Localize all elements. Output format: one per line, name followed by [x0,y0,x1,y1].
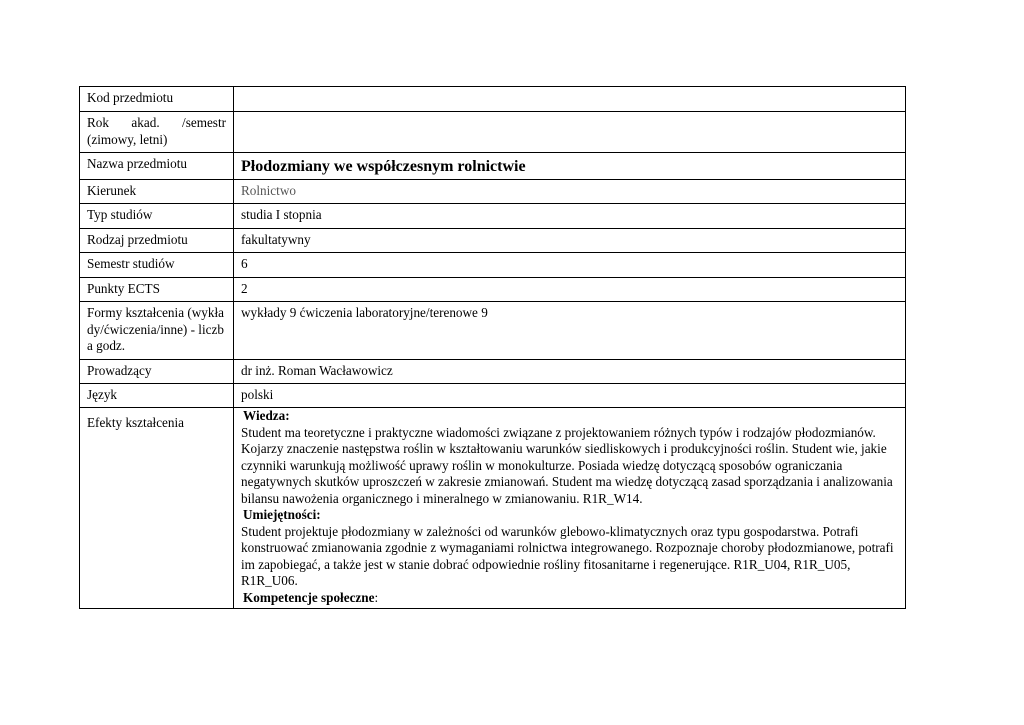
value-learning-outcomes [234,408,906,609]
skills-heading: Umiejętności: [243,507,321,522]
table-row [80,278,906,302]
competence-heading-colon: : [374,589,379,605]
knowledge-heading: Wiedza: [243,408,290,423]
competence-heading [241,590,898,607]
table-row [80,180,906,204]
value-course-kind: fakultatywny [234,229,906,253]
table-row [80,408,906,609]
value-semester: 6 [234,253,906,278]
label-study-type: Typ studiów [80,204,234,229]
label-language: Język [80,384,234,408]
table-row [80,253,906,278]
value-ects: 2 [234,278,906,302]
label-ects: Punkty ECTS [80,278,234,302]
table-row [80,384,906,408]
label-field-of-study: Kierunek [80,180,234,204]
value-study-type: studia I stopnia [234,204,906,229]
value-language: polski [234,384,906,408]
label-course-name: Nazwa przedmiotu [80,153,234,180]
table-row [80,87,906,112]
value-field-of-study: Rolnictwo [234,180,906,204]
competence-heading-text: Kompetencje społeczne [243,589,375,605]
value-academic-year [234,112,906,153]
label-semester: Semestr studiów [80,253,234,278]
value-course-name: Płodozmiany we współczesnym rolnictwie [234,153,906,180]
table-row [80,112,906,153]
label-course-kind: Rodzaj przedmiotu [80,229,234,253]
table-row [80,229,906,253]
label-academic-year: Rok akad. /semestr (zimowy, letni) [80,112,234,153]
value-lecturer: dr inż. Roman Wacławowicz [234,360,906,384]
value-teaching-forms: wykłady 9 ćwiczenia laboratoryjne/terenowe 9 [234,302,906,360]
label-learning-outcomes: Efekty kształcenia [80,408,234,609]
table-row [80,153,906,180]
table-row [80,360,906,384]
skills-text: Student projektuje płodozmiany w zależności od warunków glebowo-klimatycznych oraz typu gospodarstwa. Potrafi konstruować zmianowania zgodnie z wymaganiami rolnictwa integrowanego. Rozpoznaje choroby płodozmianowe, potrafi im zapobiegać, a także jest w stanie dobrać odpowiednie rośliny fitosanitarne i regenerujące. R1R_U04, R1R_U05, R1R_U06. [241,523,894,588]
label-teaching-forms: Formy kształcenia (wykłady/ćwiczenia/inne) - liczba godz. [80,302,234,360]
course-info-table [79,86,906,609]
label-course-code: Kod przedmiotu [80,87,234,112]
knowledge-text: Student ma teoretyczne i praktyczne wiadomości związane z projektowaniem różnych typów i rodzajów płodozmianów. Kojarzy znaczenie następstwa roślin w kształtowaniu warunków siedliskowych i produkcyjności roślin. Student wie, jakie czynniki warunkują możliwość uprawy roślin w monokulturze. Posiada wiedzę dotyczącą sposobów ograniczania negatywnych skutków uproszczeń w zakresie zmianowań. Student ma wiedzę dotyczącą zasad sporządzania i analizowania bilansu nawożenia organicznego i mineralnego w zmianowaniu. R1R_W14. [241,424,893,506]
table-row [80,302,906,360]
value-course-code [234,87,906,112]
label-lecturer: Prowadzący [80,360,234,384]
table-row [80,204,906,229]
